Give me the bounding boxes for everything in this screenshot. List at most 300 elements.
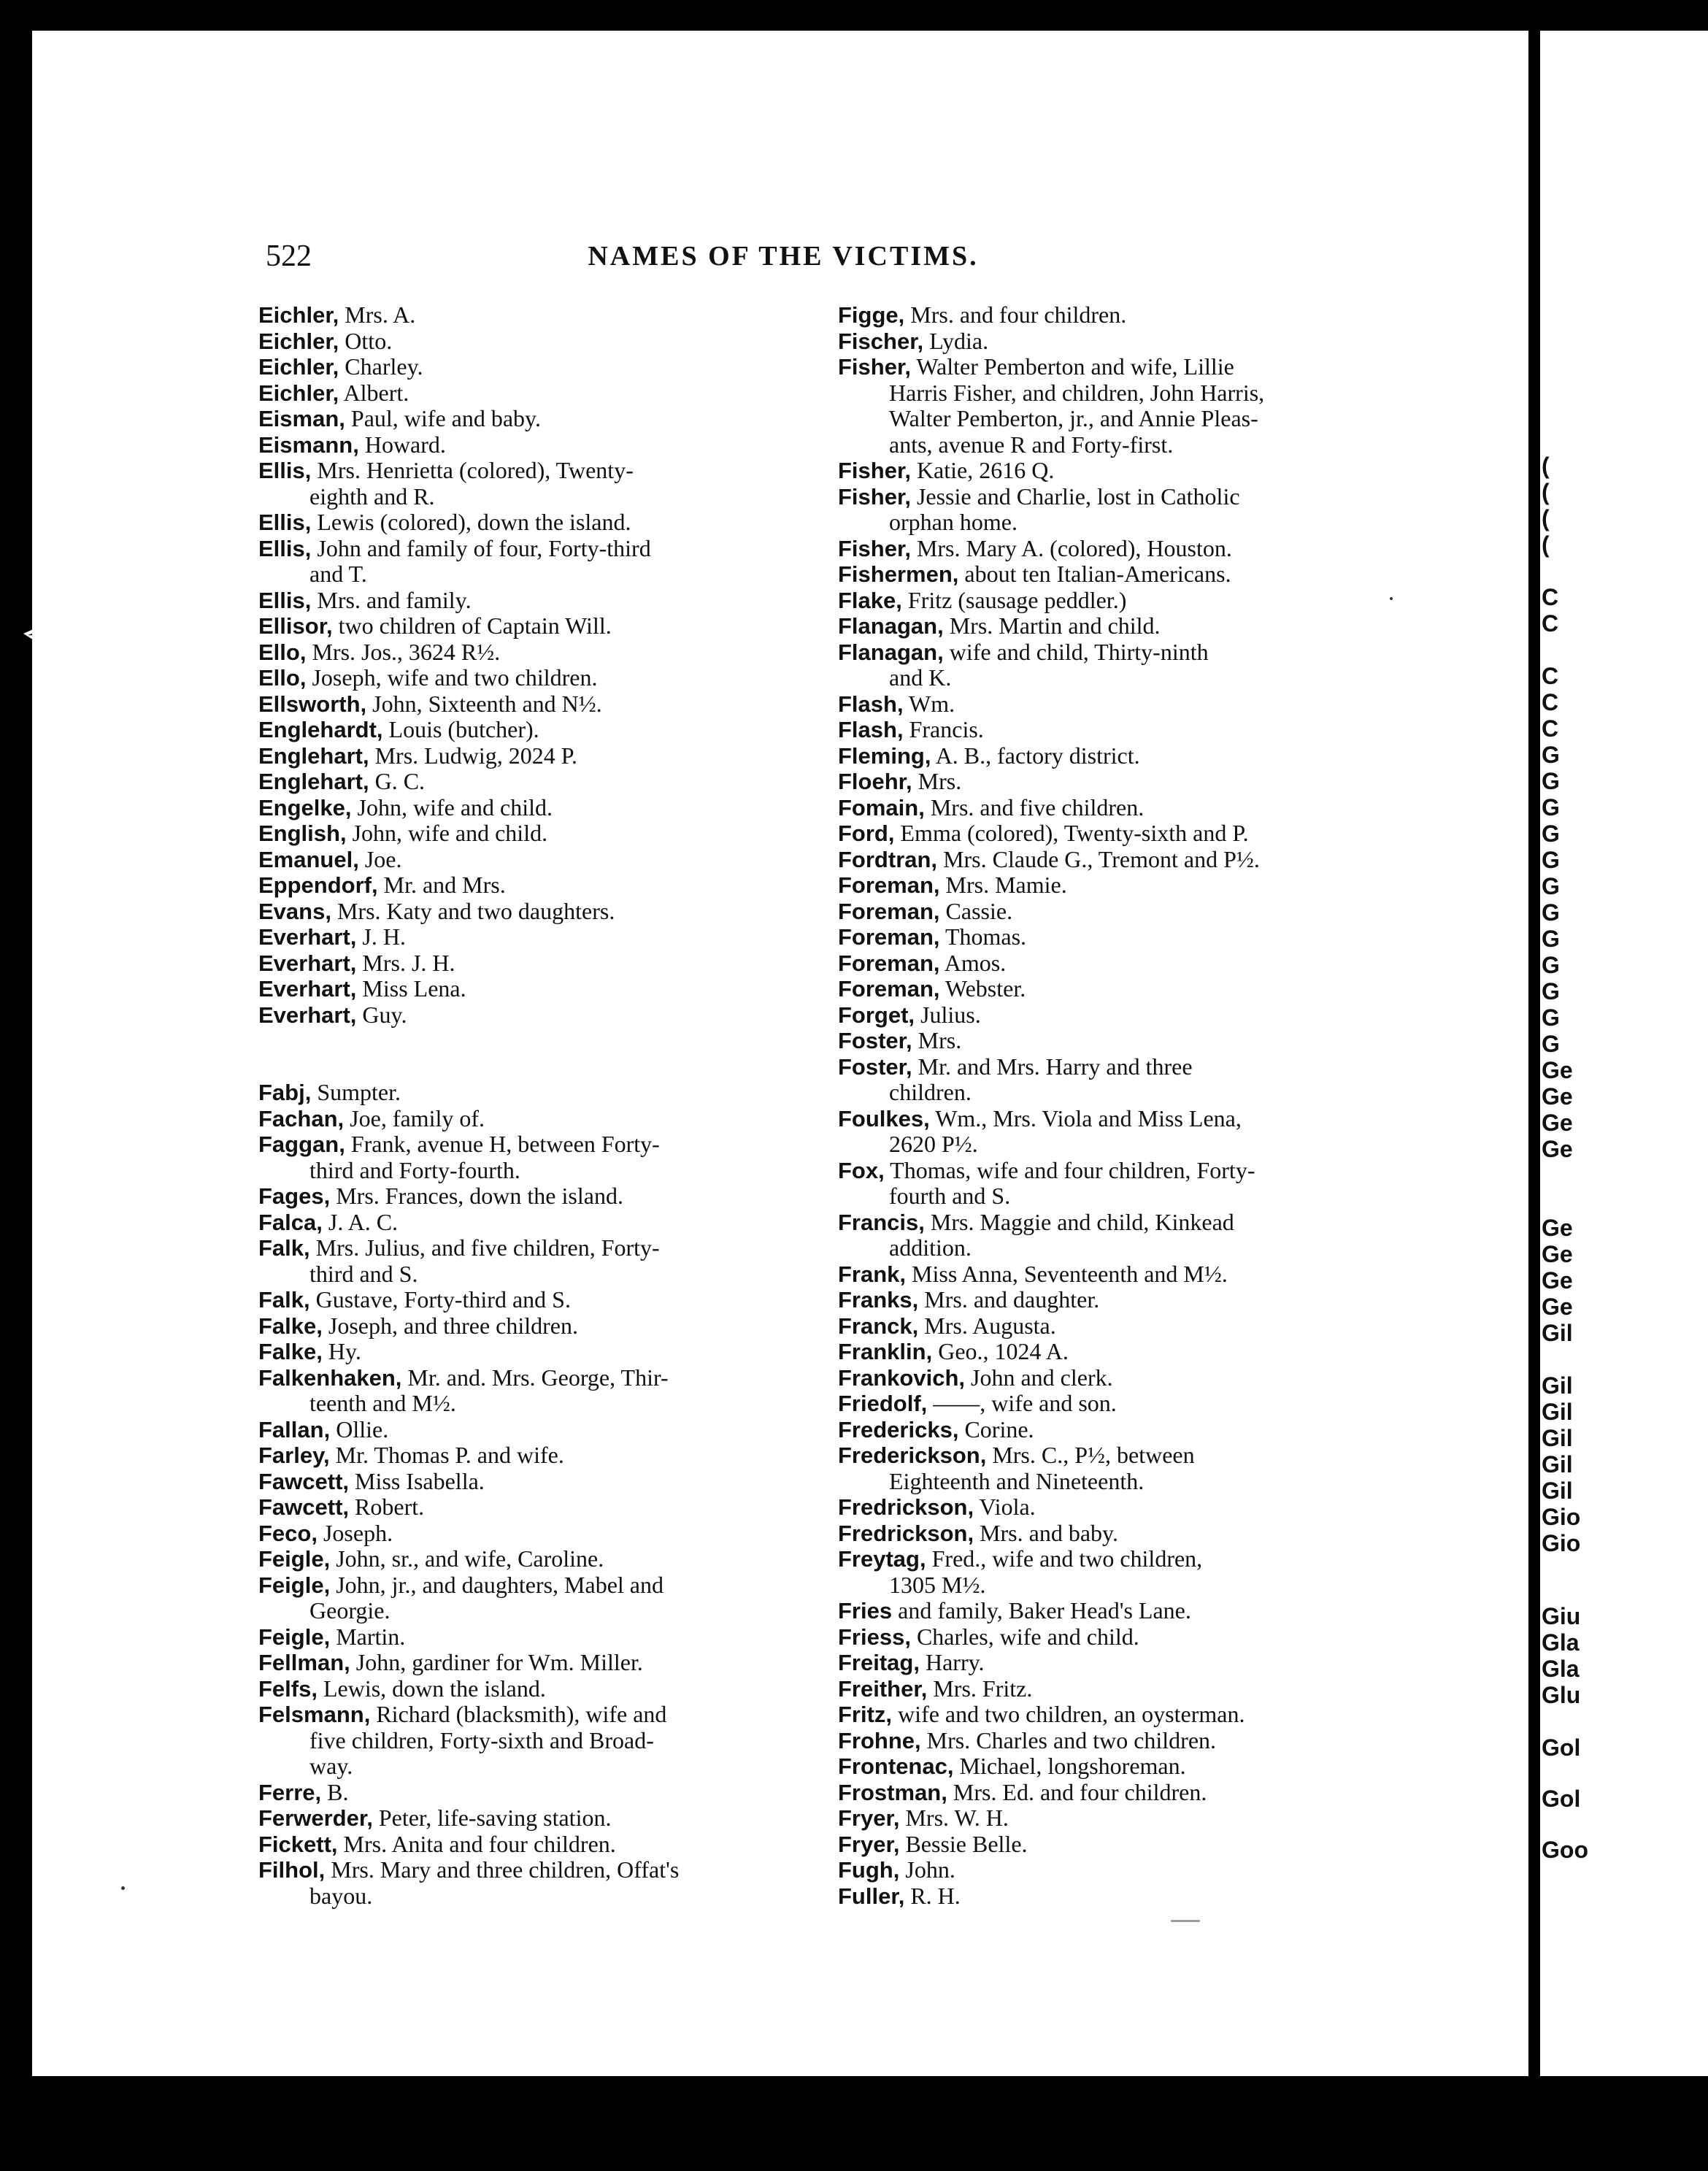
victim-entry — [838, 1106, 1415, 1132]
adjacent-page-fragment: Gil — [1542, 1425, 1573, 1451]
victim-surname: Fachan, — [258, 1105, 345, 1131]
adjacent-page-fragment: Gol — [1542, 1734, 1581, 1761]
victim-details: Mrs. Jos., 3624 R½. — [306, 638, 501, 665]
victim-details: Charles, wife and child. — [910, 1623, 1139, 1650]
victim-entry — [838, 484, 1415, 510]
victim-surname: Fleming, — [838, 742, 931, 769]
victim-entry — [258, 1417, 835, 1443]
victim-details: Martin. — [330, 1623, 406, 1650]
victim-entry — [258, 1650, 835, 1676]
entry-continuation: ants, avenue R and Forty-first. — [889, 431, 1174, 458]
victim-details: John, sr., and wife, Caroline. — [330, 1545, 604, 1572]
victim-entry — [258, 1210, 835, 1236]
victim-entry — [258, 717, 835, 743]
victim-entry — [258, 354, 835, 380]
victim-details: J. A. C. — [322, 1208, 399, 1235]
entry-continuation: way. — [309, 1753, 353, 1779]
victim-entry — [838, 950, 1415, 977]
victim-details: Mrs. — [912, 1027, 962, 1053]
victim-surname: Freitag, — [838, 1650, 920, 1675]
victim-surname: Flash, — [838, 691, 904, 717]
victim-entry — [838, 743, 1415, 769]
victim-entry — [838, 1054, 1415, 1080]
victim-surname: Feigle, — [258, 1572, 331, 1598]
victim-surname: Ellisor, — [258, 613, 333, 639]
adjacent-page-fragment: Ge — [1542, 1215, 1573, 1241]
victim-entry — [258, 743, 835, 769]
adjacent-page-fragment: Ge — [1542, 1294, 1573, 1320]
adjacent-page-fragment: G — [1542, 926, 1560, 952]
victim-surname: Falkenhaken, — [258, 1364, 402, 1391]
victim-entry — [258, 1183, 835, 1210]
victim-surname: Eismann, — [258, 431, 359, 458]
victim-entry — [838, 1702, 1415, 1728]
victim-details: Wm., Mrs. Viola and Miss Lena, — [929, 1104, 1242, 1131]
victim-surname: Felsmann, — [258, 1702, 371, 1727]
adjacent-page-fragment: G — [1542, 742, 1560, 768]
victim-details: Otto. — [339, 327, 393, 354]
victim-details: John, wife and child. — [351, 794, 553, 821]
victim-surname: Felfs, — [258, 1675, 318, 1702]
victim-details: Miss Anna, Seventeenth and M½. — [906, 1260, 1228, 1287]
victim-entry — [258, 1131, 835, 1158]
victims-list-left-column — [258, 302, 835, 1909]
victim-details: Fritz (sausage peddler.) — [901, 586, 1127, 613]
entry-continuation: third and Forty-fourth. — [309, 1156, 520, 1183]
victim-surname: Emanuel, — [258, 846, 359, 872]
page-gutter — [1528, 31, 1534, 2076]
victim-details: John and family of four, Forty-third — [311, 534, 651, 561]
victim-details: Joseph, and three children. — [322, 1312, 578, 1339]
victim-entry — [838, 1442, 1415, 1469]
victim-details: Mrs. Martin and child. — [943, 612, 1161, 639]
victim-details: Mrs. Julius, and five children, Forty- — [309, 1234, 660, 1261]
adjacent-page-fragment: Ge — [1542, 1110, 1573, 1136]
adjacent-page-fragment: G — [1542, 873, 1560, 899]
victim-entry — [258, 769, 835, 795]
victim-details: Viola. — [974, 1494, 1036, 1520]
victim-details: Robert. — [349, 1494, 425, 1520]
victim-entry — [258, 950, 835, 977]
adjacent-page-fragment: ( — [1542, 531, 1550, 558]
ink-speck — [1390, 597, 1393, 600]
victim-entry — [838, 1417, 1415, 1443]
victim-details: Miss Lena. — [356, 975, 466, 1002]
victim-surname: Forget, — [838, 1002, 915, 1028]
victim-entry — [258, 406, 835, 432]
victim-surname: Foreman, — [838, 950, 940, 976]
victim-entry — [838, 795, 1415, 821]
victim-details: Mrs. Ludwig, 2024 P. — [369, 742, 577, 769]
victim-entry — [838, 872, 1415, 899]
victim-entry — [258, 380, 835, 407]
victim-details: B. — [321, 1778, 349, 1805]
victim-entry — [258, 1521, 835, 1547]
adjacent-page-fragment: Ge — [1542, 1267, 1573, 1294]
victim-details: A. B., factory district. — [931, 742, 1140, 769]
victim-entry — [838, 1261, 1415, 1288]
victim-surname: Frostman, — [838, 1779, 947, 1805]
victim-entry — [838, 1598, 1415, 1624]
victim-entry — [838, 1857, 1415, 1883]
victim-entry — [838, 588, 1415, 614]
victim-surname: Falca, — [258, 1209, 323, 1235]
victim-surname: Frankovich, — [838, 1364, 965, 1391]
victim-entry — [258, 1469, 835, 1495]
victim-surname: Foster, — [838, 1028, 912, 1053]
victim-details: Amos. — [939, 949, 1007, 976]
adjacent-page-fragment: C — [1542, 610, 1559, 637]
victim-surname: Englehart, — [258, 769, 369, 794]
victim-surname: Fordtran, — [838, 846, 938, 872]
victim-surname: Feigle, — [258, 1624, 331, 1650]
victim-surname: Faggan, — [258, 1131, 345, 1157]
ink-speck — [1171, 1920, 1200, 1922]
victim-details: Mrs. C., P½, between — [986, 1442, 1195, 1468]
victim-details: Mrs. and family. — [311, 586, 472, 613]
victim-entry — [258, 1339, 835, 1365]
victim-entry — [258, 328, 835, 355]
adjacent-page-fragment: Gol — [1542, 1786, 1581, 1812]
victim-entry — [258, 302, 835, 328]
adjacent-page-fragment: Gil — [1542, 1320, 1573, 1346]
victim-surname: Foreman, — [838, 924, 940, 950]
victim-entry — [838, 1805, 1415, 1832]
victim-entry — [258, 872, 835, 899]
adjacent-page-fragment: G — [1542, 1004, 1560, 1031]
victim-entry — [258, 976, 835, 1002]
victim-entry — [258, 1442, 835, 1469]
victim-details: Joseph, wife and two children. — [306, 664, 598, 691]
victim-details: Sumpter. — [311, 1079, 401, 1105]
victims-list-right-column — [838, 302, 1415, 1909]
entry-continuation: and K. — [889, 664, 952, 691]
victim-surname: Ferwerder, — [258, 1805, 373, 1831]
victim-entry — [258, 1832, 835, 1858]
victim-surname: Fawcett, — [258, 1494, 350, 1520]
victim-details: about ten Italian-Americans. — [958, 561, 1231, 587]
entry-continuation: eighth and R. — [309, 483, 435, 510]
victim-surname: Fryer, — [838, 1805, 900, 1831]
victim-surname: Fisher, — [838, 354, 911, 380]
victim-details: Michael, longshoreman. — [953, 1753, 1186, 1779]
victim-entry — [258, 1857, 835, 1883]
victim-details: Lewis (colored), down the island. — [311, 509, 631, 535]
victim-entry — [258, 1805, 835, 1832]
victim-entry — [838, 1158, 1415, 1184]
victim-surname: Franks, — [838, 1287, 919, 1313]
adjacent-page-fragment: Ge — [1542, 1136, 1573, 1162]
victim-surname: Fallan, — [258, 1416, 331, 1442]
ink-speck — [121, 1886, 125, 1890]
victim-surname: Ellsworth, — [258, 691, 367, 717]
victim-details: Mrs. W. H. — [899, 1805, 1009, 1831]
victim-entry — [838, 976, 1415, 1002]
victim-surname: Ellis, — [258, 535, 312, 561]
victim-details: Mrs. Anita and four children. — [337, 1830, 616, 1857]
victim-entry — [258, 847, 835, 873]
victim-entry — [838, 1002, 1415, 1029]
victim-details: Ollie. — [330, 1415, 389, 1442]
victim-details: two children of Captain Will. — [332, 612, 612, 639]
victim-details: Jessie and Charlie, lost in Catholic — [910, 483, 1240, 510]
victim-entry — [258, 899, 835, 925]
victim-details: Mrs. Henrietta (colored), Twenty- — [311, 457, 634, 483]
victim-entry — [258, 665, 835, 691]
victim-details: Bessie Belle. — [899, 1830, 1028, 1857]
victim-entry — [258, 1494, 835, 1521]
victim-entry — [258, 588, 835, 614]
adjacent-page-fragment: G — [1542, 952, 1560, 978]
victim-surname: Fredericks, — [838, 1416, 959, 1442]
entry-continuation: bayou. — [309, 1882, 373, 1909]
victim-details: Mrs. Ed. and four children. — [947, 1778, 1207, 1805]
adjacent-page-fragment: G — [1542, 1031, 1560, 1057]
adjacent-page-fragment: G — [1542, 768, 1560, 794]
entry-continuation: 2620 P½. — [889, 1131, 978, 1157]
adjacent-page-fragment: C — [1542, 663, 1559, 689]
victim-surname: Fellman, — [258, 1650, 350, 1675]
adjacent-page-fragment: Goo — [1542, 1837, 1588, 1863]
victim-entry — [838, 1883, 1415, 1910]
victim-surname: Englehardt, — [258, 717, 383, 742]
victim-surname: Fryer, — [838, 1831, 900, 1857]
entry-continuation: addition. — [889, 1234, 972, 1261]
victim-details: Wm. — [903, 690, 955, 717]
victim-entry — [838, 1676, 1415, 1702]
victim-details: Geo., 1024 A. — [932, 1338, 1069, 1364]
victim-details: John, gardiner for Wm. Miller. — [350, 1649, 643, 1675]
page-number: 522 — [266, 239, 312, 273]
entry-continuation: Walter Pemberton, jr., and Annie Pleas- — [889, 405, 1258, 431]
victim-surname: Falke, — [258, 1313, 323, 1339]
adjacent-page-fragment: Gio — [1542, 1530, 1581, 1556]
adjacent-page-fragment: Ge — [1542, 1083, 1573, 1110]
entry-continuation: third and S. — [309, 1260, 418, 1287]
victim-surname: Fredrickson, — [838, 1494, 974, 1520]
victim-entry — [838, 1728, 1415, 1754]
victim-entry — [258, 510, 835, 536]
victim-details: Hy. — [322, 1338, 361, 1364]
victim-surname: Englehart, — [258, 742, 369, 769]
victim-surname: Eichler, — [258, 328, 339, 354]
victim-entry — [838, 1832, 1415, 1858]
victim-entry — [258, 1365, 835, 1391]
victim-details: Mrs. and five children. — [924, 794, 1145, 821]
victim-surname: Fisher, — [838, 483, 911, 510]
victim-entry — [838, 1624, 1415, 1651]
victim-surname: Flanagan, — [838, 639, 944, 665]
victim-surname: Foreman, — [838, 872, 940, 898]
victim-details: John, wife and child. — [346, 820, 548, 846]
victim-details: Mrs. — [912, 768, 962, 794]
victim-details: Richard (blacksmith), wife and — [370, 1701, 667, 1727]
victim-details: John and clerk. — [965, 1364, 1113, 1391]
victim-entry — [838, 899, 1415, 925]
victim-surname: Fages, — [258, 1183, 331, 1209]
entry-continuation: and T. — [309, 561, 367, 587]
victim-details: Mrs. Frances, down the island. — [330, 1183, 623, 1209]
victim-details: Webster. — [939, 975, 1026, 1002]
victim-surname: Franck, — [838, 1313, 919, 1339]
victim-surname: English, — [258, 821, 347, 846]
victim-surname: Everhart, — [258, 950, 357, 976]
victim-surname: Franklin, — [838, 1339, 933, 1364]
victim-entry — [258, 1546, 835, 1572]
victim-entry — [258, 1780, 835, 1806]
victim-details: Thomas. — [939, 923, 1027, 950]
victim-surname: Figge, — [838, 302, 905, 328]
adjacent-page-fragment: Gil — [1542, 1451, 1573, 1478]
victim-entry — [258, 458, 835, 484]
victim-details: Mrs. and baby. — [974, 1519, 1118, 1546]
victim-entry — [838, 536, 1415, 562]
victim-surname: Ellis, — [258, 587, 312, 613]
adjacent-page-fragment: Gla — [1542, 1629, 1580, 1656]
victim-surname: Ferre, — [258, 1779, 322, 1805]
book-page — [32, 31, 1534, 2076]
victim-entry — [258, 795, 835, 821]
entry-continuation: Eighteenth and Nineteenth. — [889, 1467, 1145, 1494]
victim-details: Mrs. Augusta. — [918, 1312, 1056, 1339]
victim-surname: Frohne, — [838, 1727, 921, 1753]
adjacent-page-fragment: G — [1542, 978, 1560, 1004]
adjacent-page-fragment: Ge — [1542, 1241, 1573, 1267]
victim-surname: Ford, — [838, 821, 895, 846]
entry-continuation: children. — [889, 1079, 972, 1105]
victim-surname: Freytag, — [838, 1546, 926, 1572]
victim-entry — [838, 639, 1415, 666]
victim-surname: Everhart, — [258, 976, 357, 1002]
victim-entry — [258, 1106, 835, 1132]
victim-entry — [258, 639, 835, 666]
victim-surname: Eppendorf, — [258, 872, 378, 898]
victim-surname: Fischer, — [838, 328, 924, 354]
victim-details: J. H. — [356, 923, 406, 950]
victim-entry — [258, 1624, 835, 1651]
victim-surname: Falk, — [258, 1287, 310, 1313]
victim-details: wife and child, Thirty-ninth — [943, 638, 1209, 665]
victim-details: Mr. and. Mrs. George, Thir- — [401, 1364, 669, 1391]
entry-continuation: teenth and M½. — [309, 1390, 456, 1416]
victim-entry — [838, 302, 1415, 328]
victim-details: Mrs. Mary and three children, Offat's — [325, 1856, 680, 1883]
victim-surname: Everhart, — [258, 1002, 357, 1028]
victim-entry — [838, 847, 1415, 873]
victim-surname: Everhart, — [258, 924, 357, 950]
entry-continuation: Harris Fisher, and children, John Harris, — [889, 379, 1265, 406]
entry-continuation: five children, Forty-sixth and Broad- — [309, 1726, 654, 1753]
victim-entry — [838, 354, 1415, 380]
running-head: NAMES OF THE VICTIMS. — [588, 241, 979, 272]
victim-entry — [838, 1365, 1415, 1391]
victim-surname: Eichler, — [258, 354, 339, 380]
binding-clip-mark — [22, 626, 54, 642]
victim-entry — [838, 1210, 1415, 1236]
adjacent-page-fragment: C — [1542, 584, 1559, 610]
victim-entry — [838, 769, 1415, 795]
victim-entry — [838, 328, 1415, 355]
victim-details: Francis. — [903, 716, 984, 742]
victim-surname: Ellis, — [258, 458, 312, 483]
victim-entry — [838, 691, 1415, 718]
victim-surname: Flanagan, — [838, 613, 944, 639]
adjacent-page-fragment: G — [1542, 899, 1560, 926]
victim-entry — [838, 1287, 1415, 1313]
victim-details: G. C. — [369, 768, 426, 794]
victim-surname: Fishermen, — [838, 561, 959, 587]
victim-details: Joe, family of. — [344, 1104, 485, 1131]
victim-details: wife and two children, an oysterman. — [892, 1701, 1245, 1727]
victim-details: Julius. — [915, 1001, 981, 1028]
victim-entry — [838, 561, 1415, 588]
victim-entry — [258, 432, 835, 458]
victim-details: R. H. — [904, 1882, 961, 1909]
victim-surname: Foulkes, — [838, 1105, 930, 1131]
adjacent-page-fragment: G — [1542, 847, 1560, 873]
victim-surname: Freither, — [838, 1675, 928, 1702]
adjacent-page-fragment: Gla — [1542, 1656, 1580, 1682]
victim-details: Mrs. and four children. — [904, 301, 1127, 328]
victim-surname: Fries — [838, 1598, 893, 1624]
victim-entry — [258, 1235, 835, 1261]
victim-details: Peter, life-saving station. — [372, 1805, 612, 1831]
victim-surname: Engelke, — [258, 794, 352, 821]
victim-surname: Friedolf, — [838, 1391, 928, 1416]
victim-details: ——, wife and son. — [927, 1390, 1117, 1416]
victim-surname: Feco, — [258, 1520, 318, 1546]
victim-surname: Fawcett, — [258, 1468, 350, 1494]
victim-surname: Fuller, — [838, 1883, 905, 1909]
victim-details: Katie, 2616 Q. — [910, 457, 1055, 483]
victim-details: Guy. — [356, 1001, 407, 1028]
victim-entry — [838, 821, 1415, 847]
victim-surname: Flash, — [838, 717, 904, 742]
victim-entry — [838, 1650, 1415, 1676]
victim-details: Mr. Thomas P. and wife. — [329, 1442, 564, 1468]
victim-details: Mr. and Mrs. Harry and three — [912, 1053, 1193, 1080]
victim-surname: Ello, — [258, 639, 307, 665]
victim-surname: Fredrickson, — [838, 1520, 974, 1546]
victim-entry — [258, 613, 835, 639]
adjacent-page-fragment: ( — [1542, 479, 1550, 505]
victim-details: Charley. — [339, 353, 423, 380]
victim-entry — [838, 1494, 1415, 1521]
victim-entry — [258, 1287, 835, 1313]
victim-surname: Fisher, — [838, 458, 911, 483]
victim-details: John, jr., and daughters, Mabel and — [330, 1571, 663, 1598]
adjacent-page-edge — [1540, 31, 1708, 2076]
adjacent-page-fragment: C — [1542, 689, 1559, 715]
victim-entry — [258, 1676, 835, 1702]
section-gap — [258, 1028, 835, 1054]
victim-entry — [258, 1313, 835, 1340]
victim-details: John, Sixteenth and N½. — [366, 690, 602, 717]
victim-entry — [838, 924, 1415, 950]
victim-entry — [258, 536, 835, 562]
victim-surname: Friess, — [838, 1624, 911, 1650]
victim-details: Mrs. A. — [339, 301, 416, 328]
victim-surname: Fickett, — [258, 1831, 338, 1857]
victim-entry — [838, 1391, 1415, 1417]
victim-surname: Frontenac, — [838, 1753, 954, 1779]
victim-details: Mrs. Charles and two children. — [920, 1726, 1217, 1753]
victim-entry — [258, 1080, 835, 1106]
victim-surname: Fugh, — [838, 1857, 900, 1883]
victim-surname: Filhol, — [258, 1857, 326, 1883]
victim-details: Fred., wife and two children, — [926, 1545, 1203, 1572]
entry-continuation: fourth and S. — [889, 1183, 1011, 1209]
